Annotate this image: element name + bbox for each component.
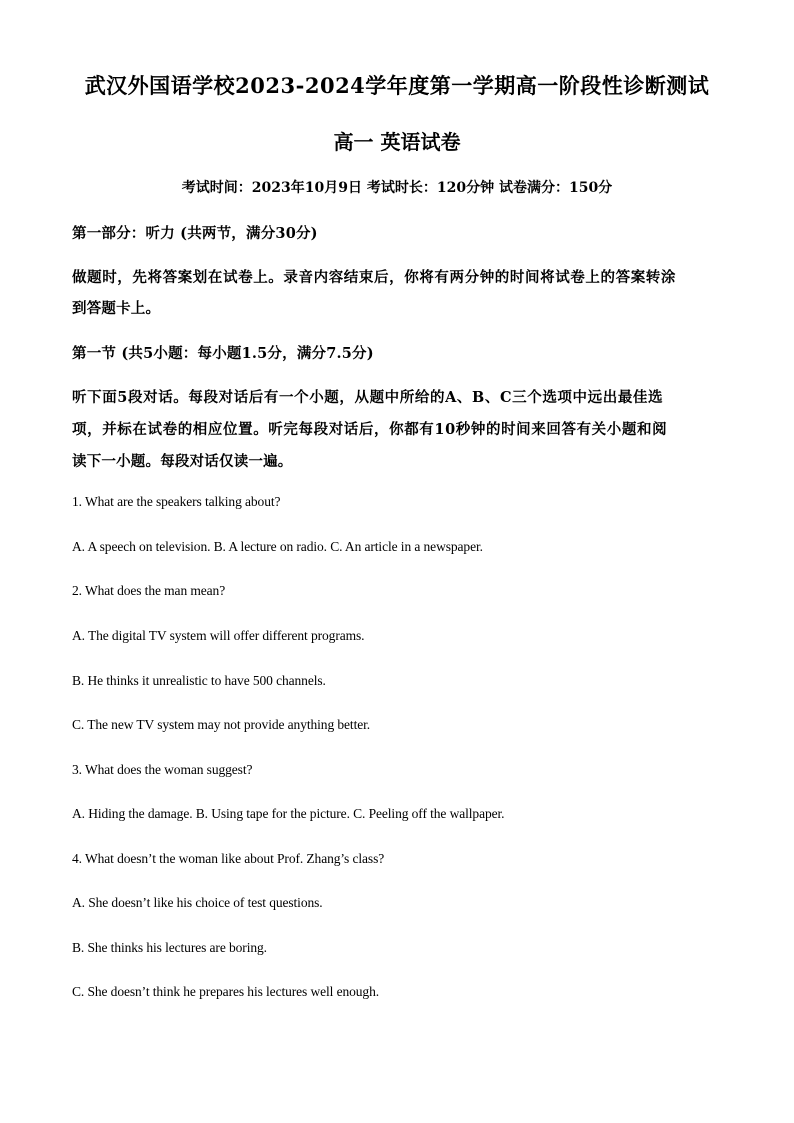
- part1-instruction-line-1: 做题时，先将答案划在试卷上。录音内容结束后，你将有两分钟的时间将试卷上的答案转涂: [72, 269, 676, 286]
- section1-instruction-line-1: 听下面5段对话。每段对话后有一个小题，从题中所给的A、B、C三个选项中远出最佳选: [72, 389, 664, 406]
- question-2-option-b: B. He thinks it unrealistic to have 500 channels.: [72, 673, 326, 688]
- question-2-option-a: A. The digital TV system will offer different programs.: [72, 628, 365, 643]
- exam-subtitle: 高一 英语试卷: [333, 130, 461, 154]
- part1-instruction-line-2: 到答题卡上。: [72, 300, 161, 317]
- question-4-option-c: C. She doesn’t think he prepares his lectures well enough.: [72, 984, 380, 999]
- section1-instruction-line-3: 读下一小题。每段对话仅读一遍。: [72, 453, 293, 470]
- question-2-stem: 2. What does the man mean?: [72, 583, 226, 598]
- question-1-options: A. A speech on television. B. A lecture on radio. C. An article in a newspaper.: [72, 539, 483, 554]
- question-3-options: A. Hiding the damage. B. Using tape for the picture. C. Peeling off the wallpaper.: [72, 806, 505, 821]
- question-3-stem: 3. What does the woman suggest?: [72, 762, 253, 777]
- question-4-stem: 4. What doesn’t the woman like about Prof. Zhang’s class?: [72, 851, 385, 866]
- question-1-stem: 1. What are the speakers talking about?: [72, 494, 281, 509]
- part1-heading: 第一部分：听力 (共两节，满分30分): [72, 225, 318, 242]
- section1-heading: 第一节 (共5小题：每小题1.5分，满分7.5分): [72, 345, 374, 362]
- exam-title: 武汉外国语学校2023-2024学年度第一学期高一阶段性诊断测试: [84, 73, 710, 98]
- question-2-option-c: C. The new TV system may not provide anything better.: [72, 717, 371, 732]
- exam-info: 考试时间：2023年10月9日 考试时长：120分钟 试卷满分：150分: [181, 180, 613, 196]
- question-4-option-a: A. She doesn’t like his choice of test questions.: [72, 895, 323, 910]
- question-4-option-b: B. She thinks his lectures are boring.: [72, 940, 267, 955]
- section1-instruction-line-2: 项，并标在试卷的相应位置。听完每段对话后，你都有10秒钟的时间来回答有关小题和阅: [72, 421, 668, 438]
